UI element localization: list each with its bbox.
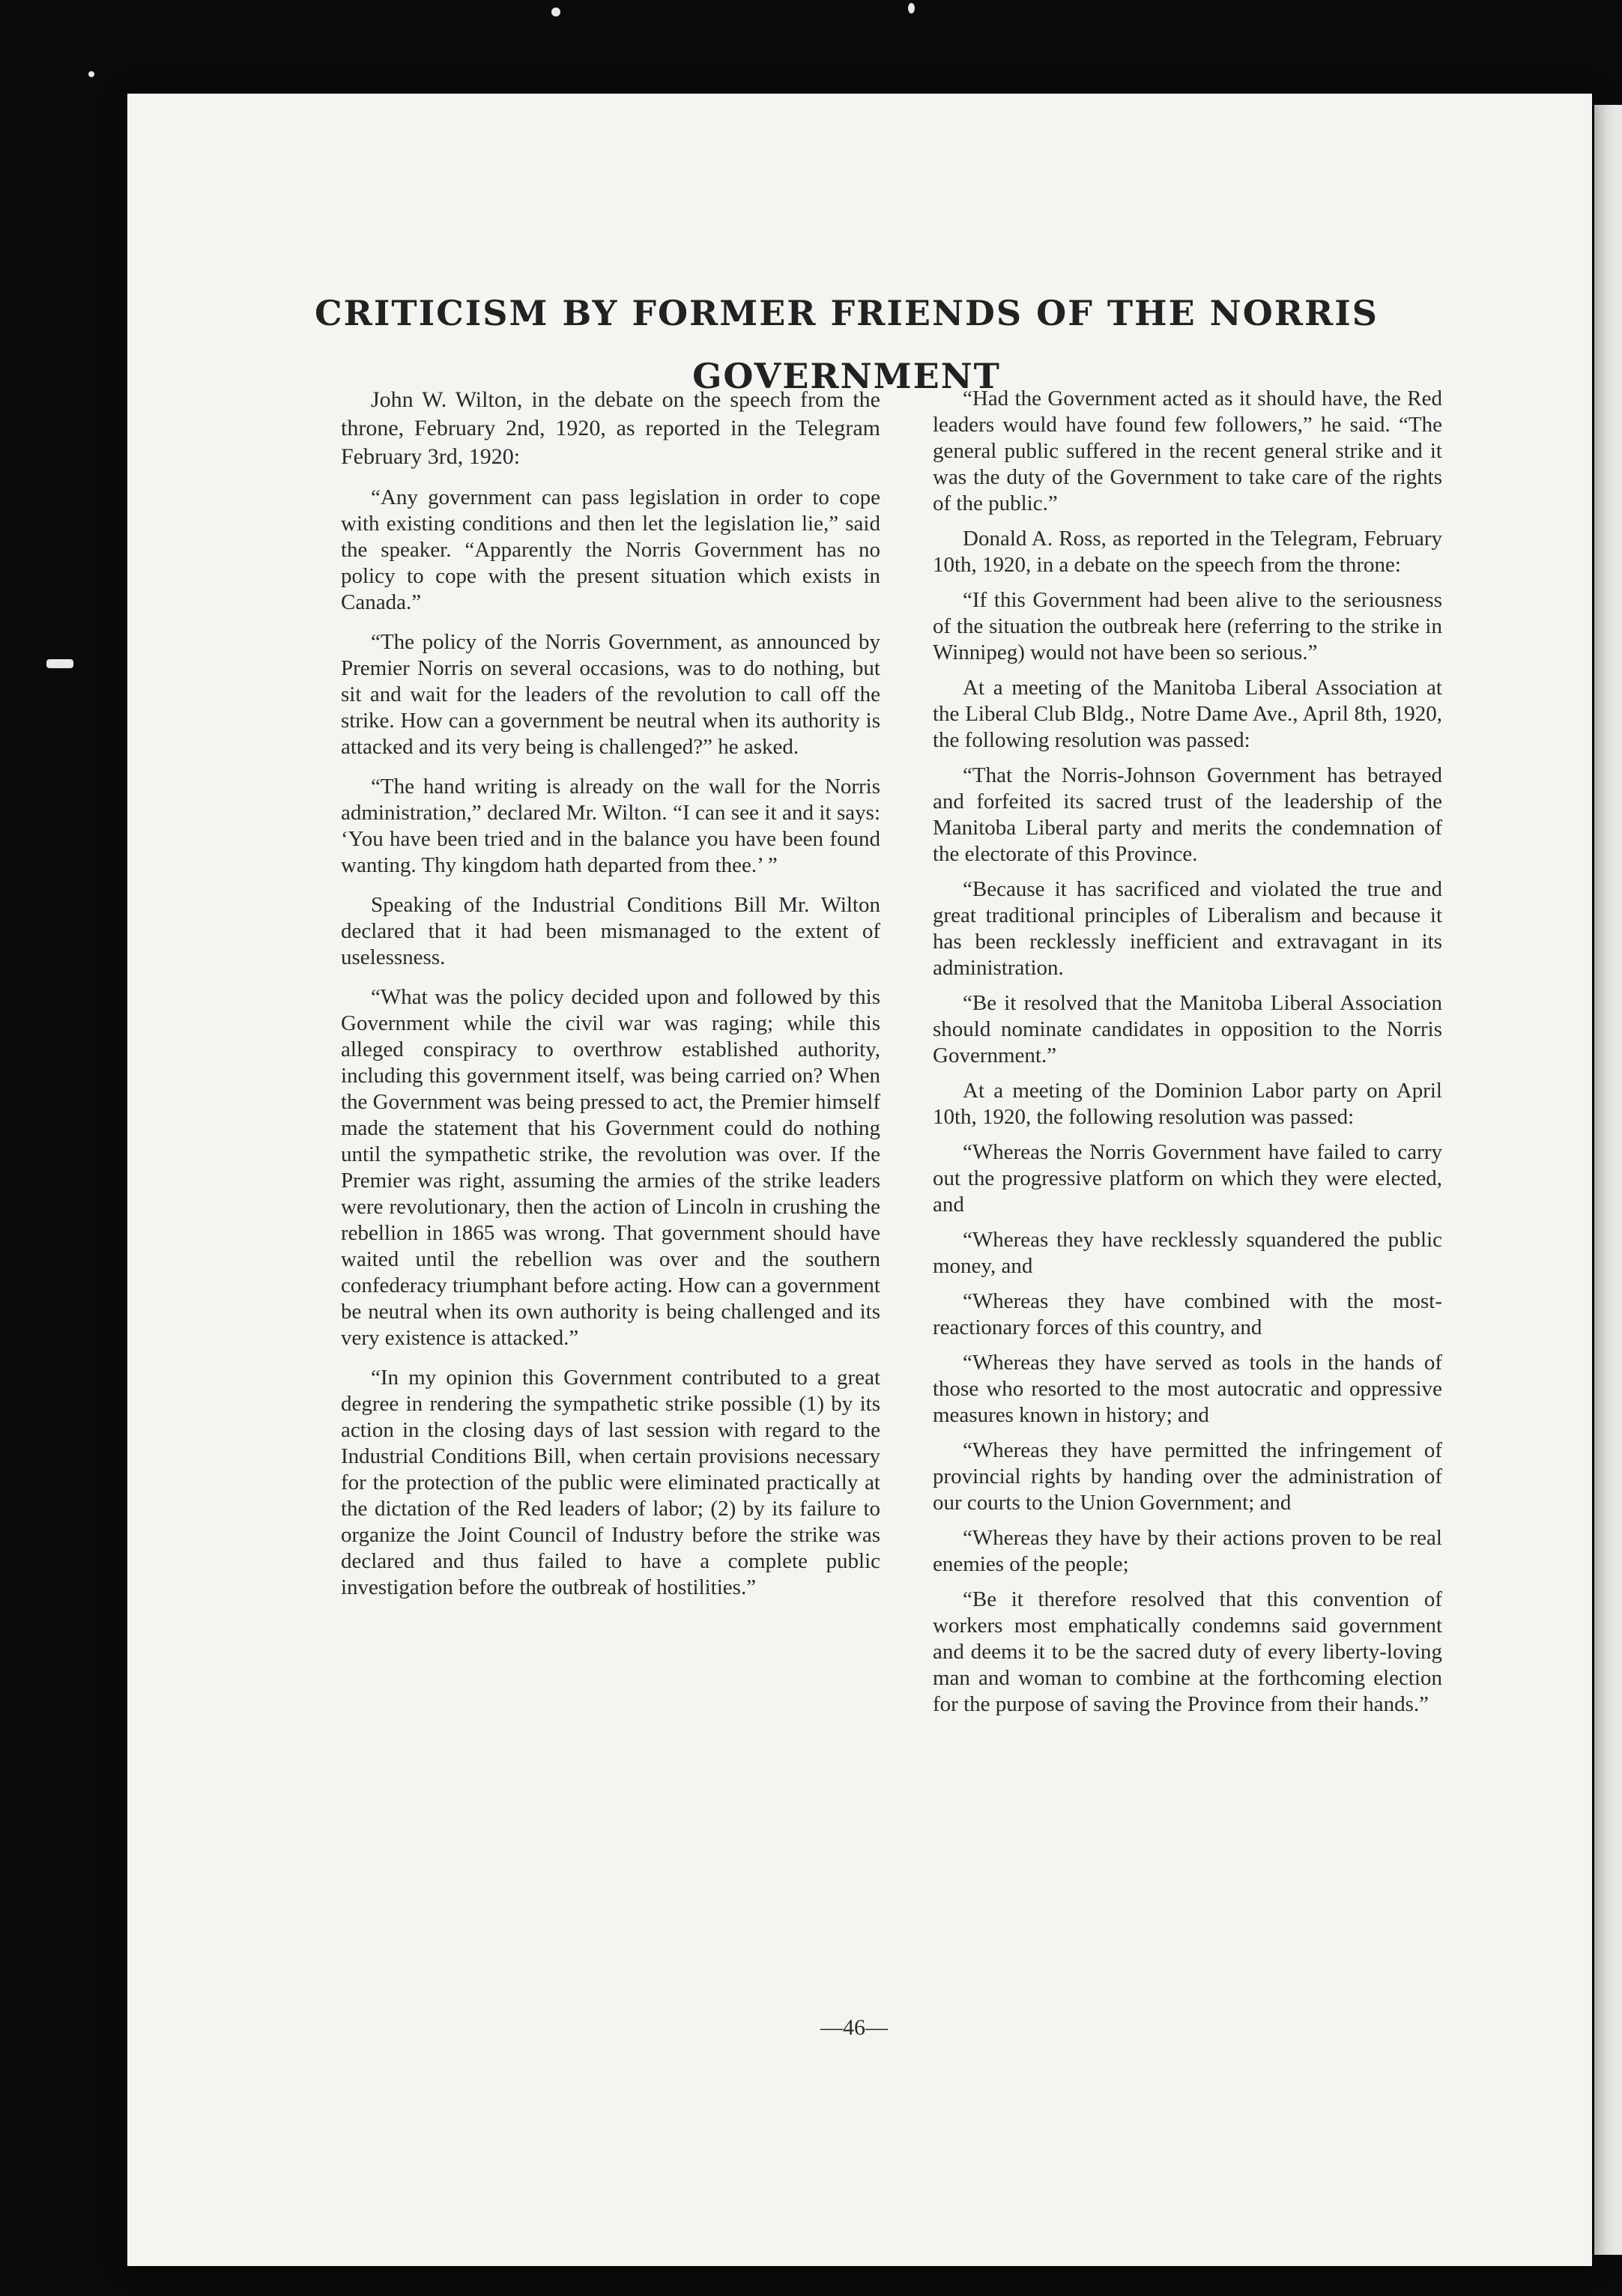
paragraph: “Because it has sacrificed and violated the true and great traditional principles of Liberalism and because it has been recklessly inefficient and extravagant in its administration. <box>933 877 1442 980</box>
paragraph: “If this Government had been alive to the seriousness of the situation the outbreak here (referring to the strike in Winnipeg) would not have been so serious.” <box>933 588 1442 664</box>
left-column <box>341 386 880 1614</box>
paragraph: At a meeting of the Manitoba Liberal Association at the Liberal Club Bldg., Notre Dame Ave., April 8th, 1920, the following resolution was passed: <box>933 676 1442 752</box>
paragraph: “Had the Government acted as it should have, the Red leaders would have found few followers,” he said. “The general public suffered in the recent general strike and it was the duty of the Government to take care of the rights of the public.” <box>933 387 1442 515</box>
page-number: —46— <box>820 2015 888 2040</box>
dust-speck <box>88 71 94 77</box>
paragraph: “That the Norris-Johnson Government has betrayed and forfeited its sacred trust of the leadership of the Manitoba Liberal party and merits the condemnation of the electorate of this Province. <box>933 763 1442 866</box>
right-column <box>933 386 1442 1727</box>
paragraph: John W. Wilton, in the debate on the speech from the throne, February 2nd, 1920, as reported in the Telegram February 3rd, 1920: <box>341 387 880 469</box>
page-title: CRITICISM BY FORMER FRIENDS OF THE NORRIS GOVERNMENT <box>315 292 1379 396</box>
dust-speck <box>908 3 915 13</box>
paragraph: Donald A. Ross, as reported in the Telegram, February 10th, 1920, in a debate on the speech from the throne: <box>933 527 1442 577</box>
paragraph: “Whereas they have served as tools in the hands of those who resorted to the most autocratic and oppressive measures known in history; and <box>933 1351 1442 1427</box>
paragraph: “What was the policy decided upon and followed by this Government while the civil war was raging; while this alleged conspiracy to overthrow established authority, including this government itself, was being carried on? When the Government was being pressed to act, the Premier himself made the statement that his Government could do nothing until the sympathetic strike, the revolution was over. If the Premier was right, assuming the armies of the strike leaders were revolutionary, then the action of Lincoln in crushing the rebellion in 1865 was wrong. That government should have waited until the rebellion was over and the southern confederacy triumphant before acting. How can a government be neutral when its own authority is being challenged and its very existence is attacked.” <box>341 985 880 1350</box>
paragraph: “In my opinion this Government contributed to a great degree in rendering the sympathetic strike possible (1) by its action in the closing days of last session with regard to the Industrial Conditions Bill, when certain provisions necessary for the protection of the public were eliminated practically at the dictation of the Red leaders of labor; (2) by its failure to organize the Joint Council of Industry before the strike was declared and thus failed to have a complete public investigation before the outbreak of hostilities.” <box>341 1366 880 1599</box>
dust-speck <box>551 7 560 16</box>
paragraph: At a meeting of the Dominion Labor party on April 10th, 1920, the following resolution was passed: <box>933 1079 1442 1129</box>
adjacent-page-edge <box>1594 105 1622 2255</box>
paragraph: “The policy of the Norris Government, as announced by Premier Norris on several occasions, was to do nothing, but sit and wait for the leaders of the revolution to call off the strike. How can a government be neutral when its authority is attacked and its very being is challenged?” he asked. <box>341 630 880 759</box>
paragraph: “Be it resolved that the Manitoba Liberal Association should nominate candidates in opposition to the Norris Government.” <box>933 991 1442 1067</box>
dust-speck <box>46 659 73 668</box>
paragraph: “The hand writing is already on the wall for the Norris administration,” declared Mr. Wilton. “I can see it and it says: ‘You have been tried and in the balance you have been found wanting. Thy kingdom hath departed from thee.’ ” <box>341 775 880 877</box>
paragraph: “Be it therefore resolved that this convention of workers most emphatically condemns said government and deems it to be the sacred duty of every liberty-loving man and woman to combine at the forthcoming election for the purpose of saving the Province from their hands.” <box>933 1587 1442 1716</box>
paragraph: “Whereas they have recklessly squandered the public money, and <box>933 1228 1442 1278</box>
paragraph: “Whereas they have by their actions proven to be real enemies of the people; <box>933 1526 1442 1576</box>
paragraph: “Whereas the Norris Government have failed to carry out the progressive platform on which they were elected, and <box>933 1140 1442 1217</box>
paragraph: “Whereas they have combined with the most-reactionary forces of this country, and <box>933 1289 1442 1339</box>
paragraph: “Whereas they have permitted the infringement of provincial rights by handing over the administration of our courts to the Union Government; and <box>933 1438 1442 1515</box>
paragraph: “Any government can pass legislation in order to cope with existing conditions and then let the legislation lie,” said the speaker. “Apparently the Norris Government has no policy to cope with the present situation which exists in Canada.” <box>341 485 880 614</box>
paragraph: Speaking of the Industrial Conditions Bill Mr. Wilton declared that it had been mismanaged to the extent of uselessness. <box>341 893 880 969</box>
